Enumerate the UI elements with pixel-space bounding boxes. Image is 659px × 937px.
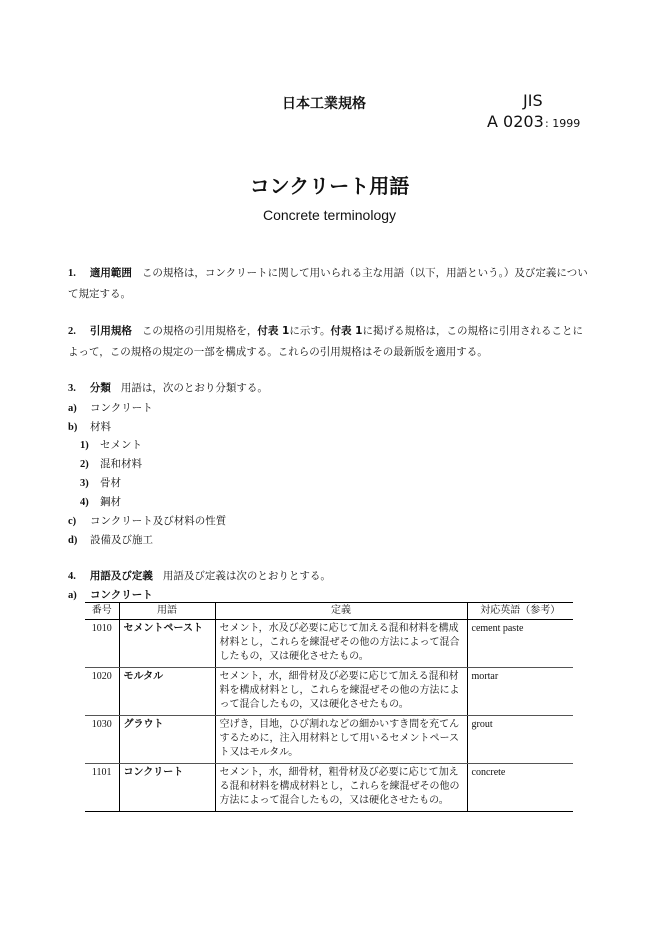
list-marker: 2) — [80, 459, 89, 470]
cell-term: コンクリート — [119, 764, 215, 812]
list-subitem — [80, 456, 142, 471]
definition-line: って混合したもの，又は硬化させたもの。 — [219, 699, 409, 710]
list-label: 材料 — [90, 421, 111, 433]
list-item — [68, 419, 111, 434]
list-marker: 1) — [80, 440, 89, 451]
list-label: 骨材 — [100, 477, 121, 489]
list-label: 設備及び施工 — [90, 534, 153, 546]
section-heading: 適用範囲 — [89, 267, 132, 279]
subsection-heading — [68, 587, 153, 602]
table-reference: 付表 1 — [257, 325, 290, 337]
section-text: この規格の引用規格を， — [141, 325, 258, 337]
list-marker: 4) — [80, 497, 89, 508]
cell-english: grout — [467, 716, 573, 764]
standard-year: : 1999 — [545, 117, 581, 130]
definition-line: 空げき，目地，ひび割れなどの細かいすき間を充てん — [219, 719, 460, 730]
table-row — [85, 764, 573, 812]
definition-line: するために，注入用材料として用いるセメントペース — [219, 733, 459, 744]
section-number: 1. — [68, 268, 76, 279]
definition-line: 料を構成材料とし，これらを練混ぜその他の方法によ — [219, 685, 460, 696]
definition-line: セメント，水，細骨材及び必要に応じて加える混和材 — [219, 671, 459, 682]
list-label: コンクリート及び材料の性質 — [90, 515, 227, 527]
list-label: 鋼材 — [100, 496, 121, 508]
header-english: 対応英語（参考） — [467, 603, 573, 620]
cell-definition — [215, 668, 467, 716]
section-text: に掲げる規格は，この規格に引用されることによって，この規格の規定の一部を構成する。これらの引用規格はその最新版を適用する。 — [68, 325, 583, 358]
table-row — [85, 668, 573, 716]
table-header-row — [85, 603, 573, 620]
list-marker: d) — [68, 535, 78, 546]
list-marker: b) — [68, 422, 78, 433]
cell-english: cement paste — [467, 620, 573, 668]
section-number: 3. — [68, 383, 76, 394]
cell-definition — [215, 764, 467, 812]
document-subtitle: Concrete terminology — [262, 207, 397, 223]
definition-line: る混和材料を構成材料とし，これらを練混ぜその他の — [219, 781, 460, 792]
header-term: 用語 — [119, 603, 215, 620]
cell-number: 1020 — [85, 668, 119, 716]
list-marker: a) — [68, 590, 77, 601]
section-text: 用語及び定義は次のとおりとする。 — [162, 570, 331, 582]
cell-term: セメントペースト — [119, 620, 215, 668]
definition-line: ト又はモルタル。 — [219, 747, 299, 758]
table-row — [85, 716, 573, 764]
list-subitem — [80, 437, 142, 452]
definition-line: セメント，水及び必要に応じて加える混和材料を構成 — [219, 623, 459, 634]
list-label: コンクリート — [90, 402, 153, 414]
list-item — [68, 400, 153, 415]
list-marker: c) — [68, 516, 77, 527]
list-label: 混和材料 — [100, 458, 142, 470]
section-3 — [68, 378, 593, 399]
list-subitem — [80, 494, 121, 509]
terms-table — [85, 602, 573, 812]
list-label: セメント — [100, 439, 142, 451]
subsection-label: コンクリート — [90, 589, 153, 601]
section-1 — [68, 263, 593, 305]
list-marker: 3) — [80, 478, 89, 489]
cell-number: 1010 — [85, 620, 119, 668]
cell-definition — [215, 620, 467, 668]
list-subitem — [80, 475, 121, 490]
cell-english: mortar — [467, 668, 573, 716]
section-2 — [68, 321, 593, 363]
section-4 — [68, 566, 593, 587]
definition-line: 方法によって混合したもの，又は硬化させたもの。 — [219, 795, 449, 806]
definition-line: 材料とし，これらを練混ぜその他の方法によって混合 — [219, 637, 460, 648]
header-definition: 定義 — [215, 603, 467, 620]
cell-english: concrete — [467, 764, 573, 812]
document-title: コンクリート用語 — [249, 174, 410, 198]
section-heading: 分類 — [89, 382, 111, 394]
section-heading: 用語及び定義 — [89, 570, 153, 582]
cell-number: 1030 — [85, 716, 119, 764]
section-heading: 引用規格 — [89, 325, 132, 337]
jis-label: JIS — [523, 91, 543, 110]
list-marker: a) — [68, 403, 77, 414]
definition-line: したもの，又は硬化させたもの。 — [219, 651, 369, 662]
cell-term: モルタル — [119, 668, 215, 716]
section-text: 用語は，次のとおり分類する。 — [120, 382, 268, 394]
header-number: 番号 — [85, 603, 119, 620]
section-number: 2. — [68, 326, 76, 337]
section-number: 4. — [68, 571, 76, 582]
cell-term: グラウト — [119, 716, 215, 764]
definition-line: セメント，水，細骨材，粗骨材及び必要に応じて加え — [219, 767, 459, 778]
cell-number: 1101 — [85, 764, 119, 812]
table-row — [85, 620, 573, 668]
section-text: この規格は，コンクリートに関して用いられる主な用語（以下，用語という。）及び定義について規定する。 — [68, 267, 588, 300]
table-reference: 付表 1 — [330, 325, 363, 337]
cell-definition — [215, 716, 467, 764]
standard-code: A 0203 — [487, 112, 544, 131]
section-text: に示す。 — [289, 325, 331, 337]
list-item — [68, 532, 153, 547]
list-item — [68, 513, 226, 528]
standard-name: 日本工業規格 — [282, 96, 366, 112]
